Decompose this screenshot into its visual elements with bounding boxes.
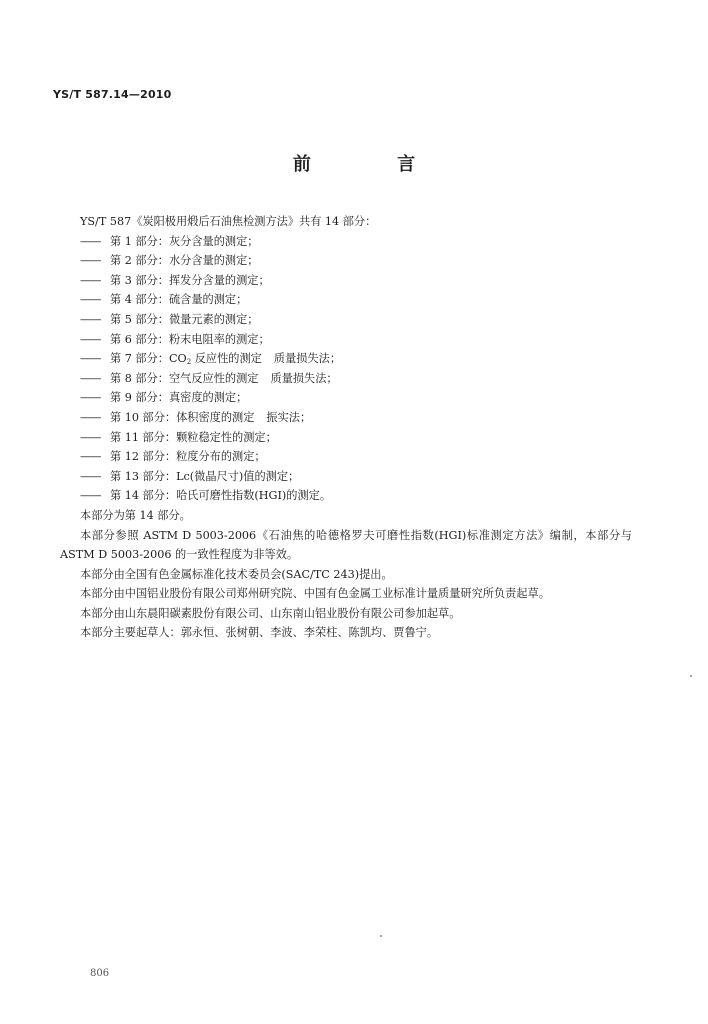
part-method: 质量损失法；	[270, 371, 338, 385]
part-text: 反应性的测定	[191, 352, 262, 366]
paragraph-drafters: 本部分主要起草人：郭永恒、张树朝、李波、李荣柱、陈凯均、贾鲁宁。	[80, 626, 439, 640]
dash: ——	[80, 312, 101, 326]
page-title: 前 言	[292, 154, 456, 175]
paragraph-participants: 本部分由山东晨阳碳素股份有限公司、山东南山铝业股份有限公司参加起草。	[80, 606, 461, 620]
part-text: 第 4 部分：硫含量的测定；	[110, 293, 248, 307]
dash: ——	[80, 371, 101, 385]
dash: ——	[80, 293, 101, 307]
part-method: 质量损失法；	[273, 352, 342, 366]
part-text: 第 7 部分：CO	[110, 352, 187, 366]
paragraph-proposer: 本部分由全国有色金属标准化技术委员会(SAC/TC 243)提出。	[80, 567, 393, 581]
dash: ——	[80, 489, 101, 503]
part-text: 第 13 部分：Lc(微晶尺寸)值的测定；	[110, 469, 300, 483]
dash: ——	[80, 234, 101, 248]
paragraph-part-statement: 本部分为第 14 部分。	[80, 508, 191, 522]
dash: ——	[80, 352, 101, 366]
part-text: 第 8 部分：空气反应性的测定	[110, 371, 259, 385]
page-number: 806	[90, 968, 110, 979]
part-item-9	[60, 388, 632, 408]
paragraph-reference: 本部分参照 ASTM D 5003-2006《石油焦的哈德格罗夫可磨性指数(HGI)标准测定方法》编制，本部分与 ASTM D 5003-2006 的一致性程度为非等效。	[60, 528, 632, 562]
part-item	[60, 251, 632, 271]
dash: ——	[80, 254, 101, 268]
dash: ——	[80, 332, 101, 346]
standard-number: YS/T 587.14—2010	[53, 88, 172, 101]
foreword-content	[60, 212, 632, 643]
dash: ——	[80, 391, 101, 405]
part-text: 第 2 部分：水分含量的测定；	[110, 254, 259, 268]
part-text: 第 14 部分：哈氏可磨性指数(HGI)的测定。	[110, 489, 332, 503]
part-text: 第 10 部分：体积密度的测定	[110, 410, 255, 424]
scan-dot	[380, 935, 382, 937]
part-method: 振实法；	[266, 410, 312, 424]
part-text: 第 6 部分：粉末电阻率的测定；	[110, 332, 270, 346]
intro-line: YS/T 587《炭阳极用煅后石油焦检测方法》共有 14 部分：	[80, 215, 377, 228]
scan-dot	[690, 675, 692, 677]
part-item-10	[60, 408, 632, 428]
dash: ——	[80, 273, 101, 287]
part-text: 第 1 部分：灰分含量的测定；	[110, 234, 259, 248]
dash: ——	[80, 410, 101, 424]
part-item	[60, 271, 632, 291]
dash: ——	[80, 450, 101, 464]
dash: ——	[80, 430, 101, 444]
part-item	[60, 232, 632, 252]
part-item-8	[60, 369, 632, 389]
part-item	[60, 486, 632, 506]
part-item	[60, 428, 632, 448]
dash: ——	[80, 469, 101, 483]
part-item	[60, 467, 632, 487]
part-item	[60, 310, 632, 330]
part-item	[60, 290, 632, 310]
part-item-7	[60, 349, 632, 369]
part-text: 第 3 部分：挥发分含量的测定；	[110, 273, 270, 287]
paragraph-drafting-unit: 本部分由中国铝业股份有限公司郑州研究院、中国有色金属工业标准计量质量研究所负责起草。	[80, 587, 550, 601]
part-text: 第 12 部分：粒度分布的测定；	[110, 450, 266, 464]
subscript: 2	[186, 358, 192, 367]
part-text: 第 9 部分：真密度的测定；	[110, 391, 248, 405]
part-text: 第 11 部分：颗粒稳定性的测定；	[110, 430, 277, 444]
part-item	[60, 330, 632, 350]
part-text: 第 5 部分：微量元素的测定；	[110, 312, 259, 326]
part-item	[60, 447, 632, 467]
